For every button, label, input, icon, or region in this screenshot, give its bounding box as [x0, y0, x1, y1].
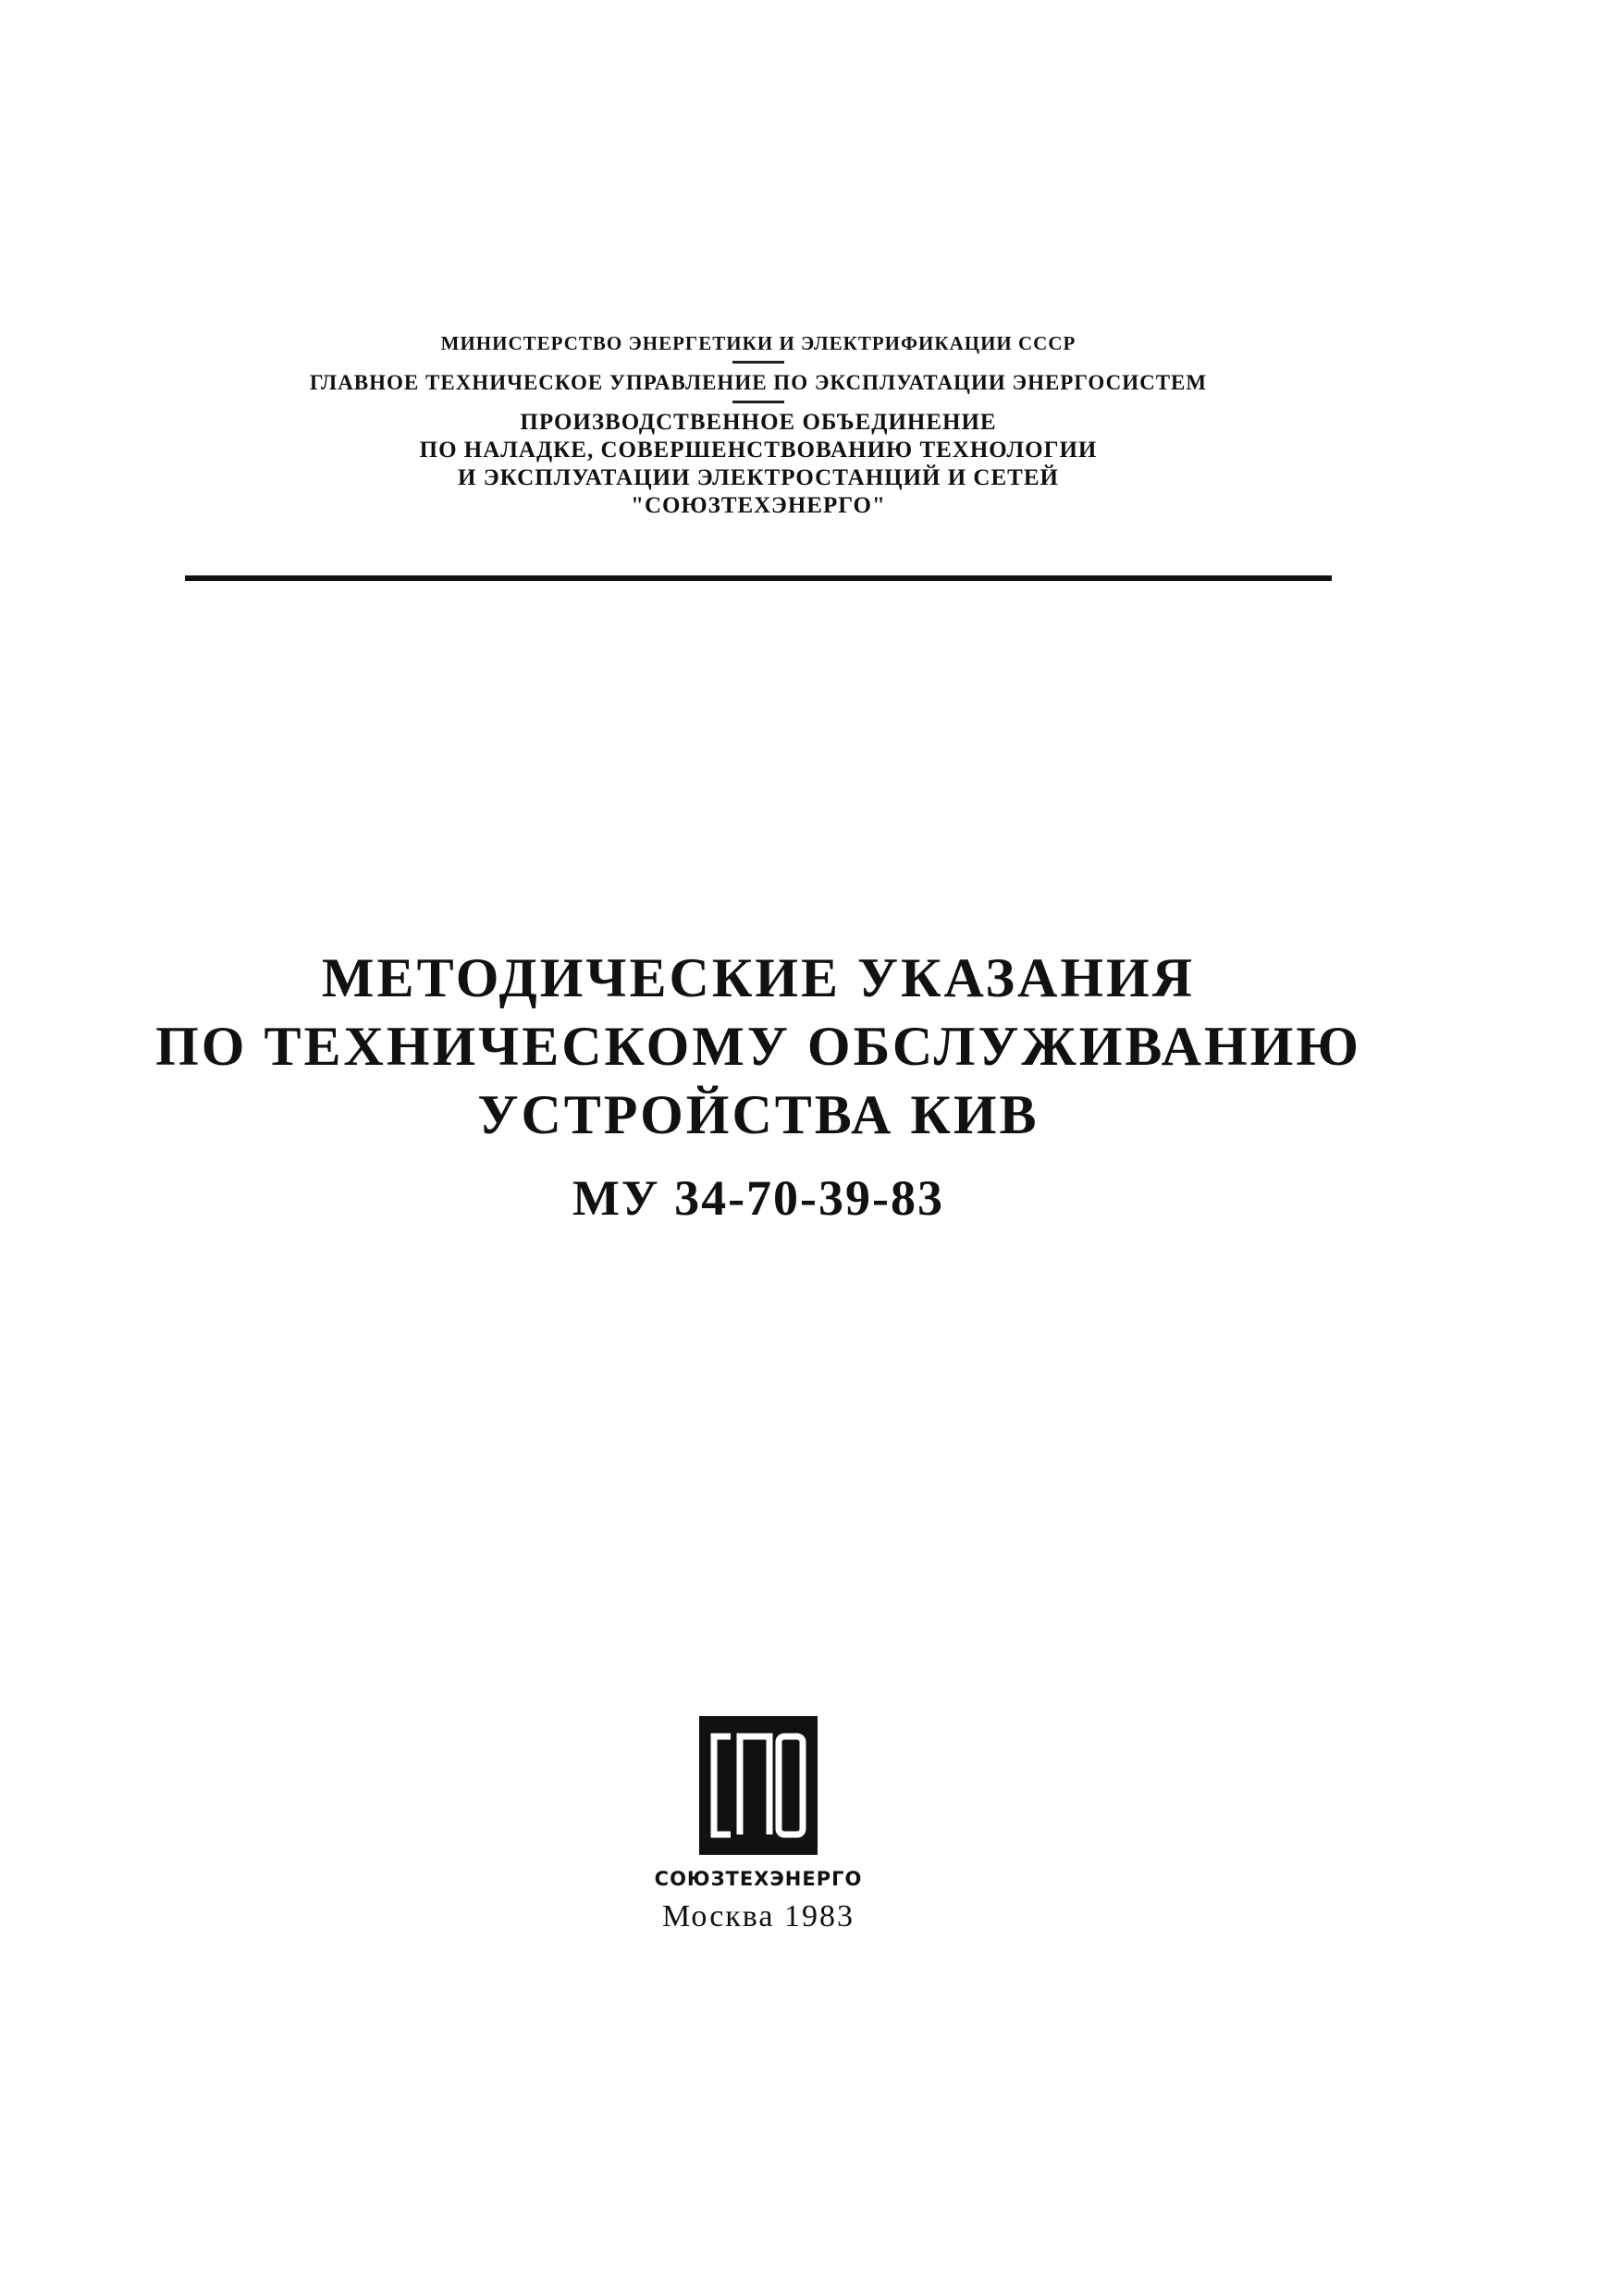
place-year: Москва 1983: [661, 1899, 855, 1933]
org-line-1: ПРОИЗВОДСТВЕННОЕ ОБЪЕДИНЕНИЕ: [520, 410, 997, 435]
org-line-3: И ЭКСПЛУАТАЦИИ ЭЛЕКТРОСТАНЦИЙ И СЕТЕЙ: [458, 465, 1059, 490]
ministry-line: МИНИСТЕРСТВО ЭНЕРГЕТИКИ И ЭЛЕКТРИФИКАЦИИ СССР: [440, 332, 1077, 354]
header-divider-2: [732, 401, 784, 403]
header-rule: [185, 575, 1332, 581]
title-line-2: ПО ТЕХНИЧЕСКОМУ ОБСЛУЖИВАНИЮ: [155, 1016, 1361, 1077]
header-divider-1: [732, 361, 784, 364]
spo-logo-icon: [699, 1716, 818, 1855]
document-code: МУ 34-70-39-83: [572, 1170, 945, 1226]
header-block: [185, 329, 1332, 520]
title-line-1: МЕТОДИЧЕСКИЕ УКАЗАНИЯ: [321, 947, 1196, 1008]
title-block: [139, 944, 1378, 1227]
org-line-2: ПО НАЛАДКЕ, СОВЕРШЕНСТВОВАНИЮ ТЕХНОЛОГИИ: [419, 438, 1098, 463]
publisher-name: СОЮЗТЕХЭНЕРГО: [654, 1868, 863, 1890]
publisher-block: [592, 1716, 925, 1934]
org-line-4: "СОЮЗТЕХЭНЕРГО": [631, 493, 886, 518]
directorate-line: ГЛАВНОЕ ТЕХНИЧЕСКОЕ УПРАВЛЕНИЕ ПО ЭКСПЛУАТАЦИИ ЭНЕРГОСИСТЕМ: [309, 371, 1208, 394]
title-line-3: УСТРОЙСТВА КИВ: [477, 1084, 1040, 1145]
